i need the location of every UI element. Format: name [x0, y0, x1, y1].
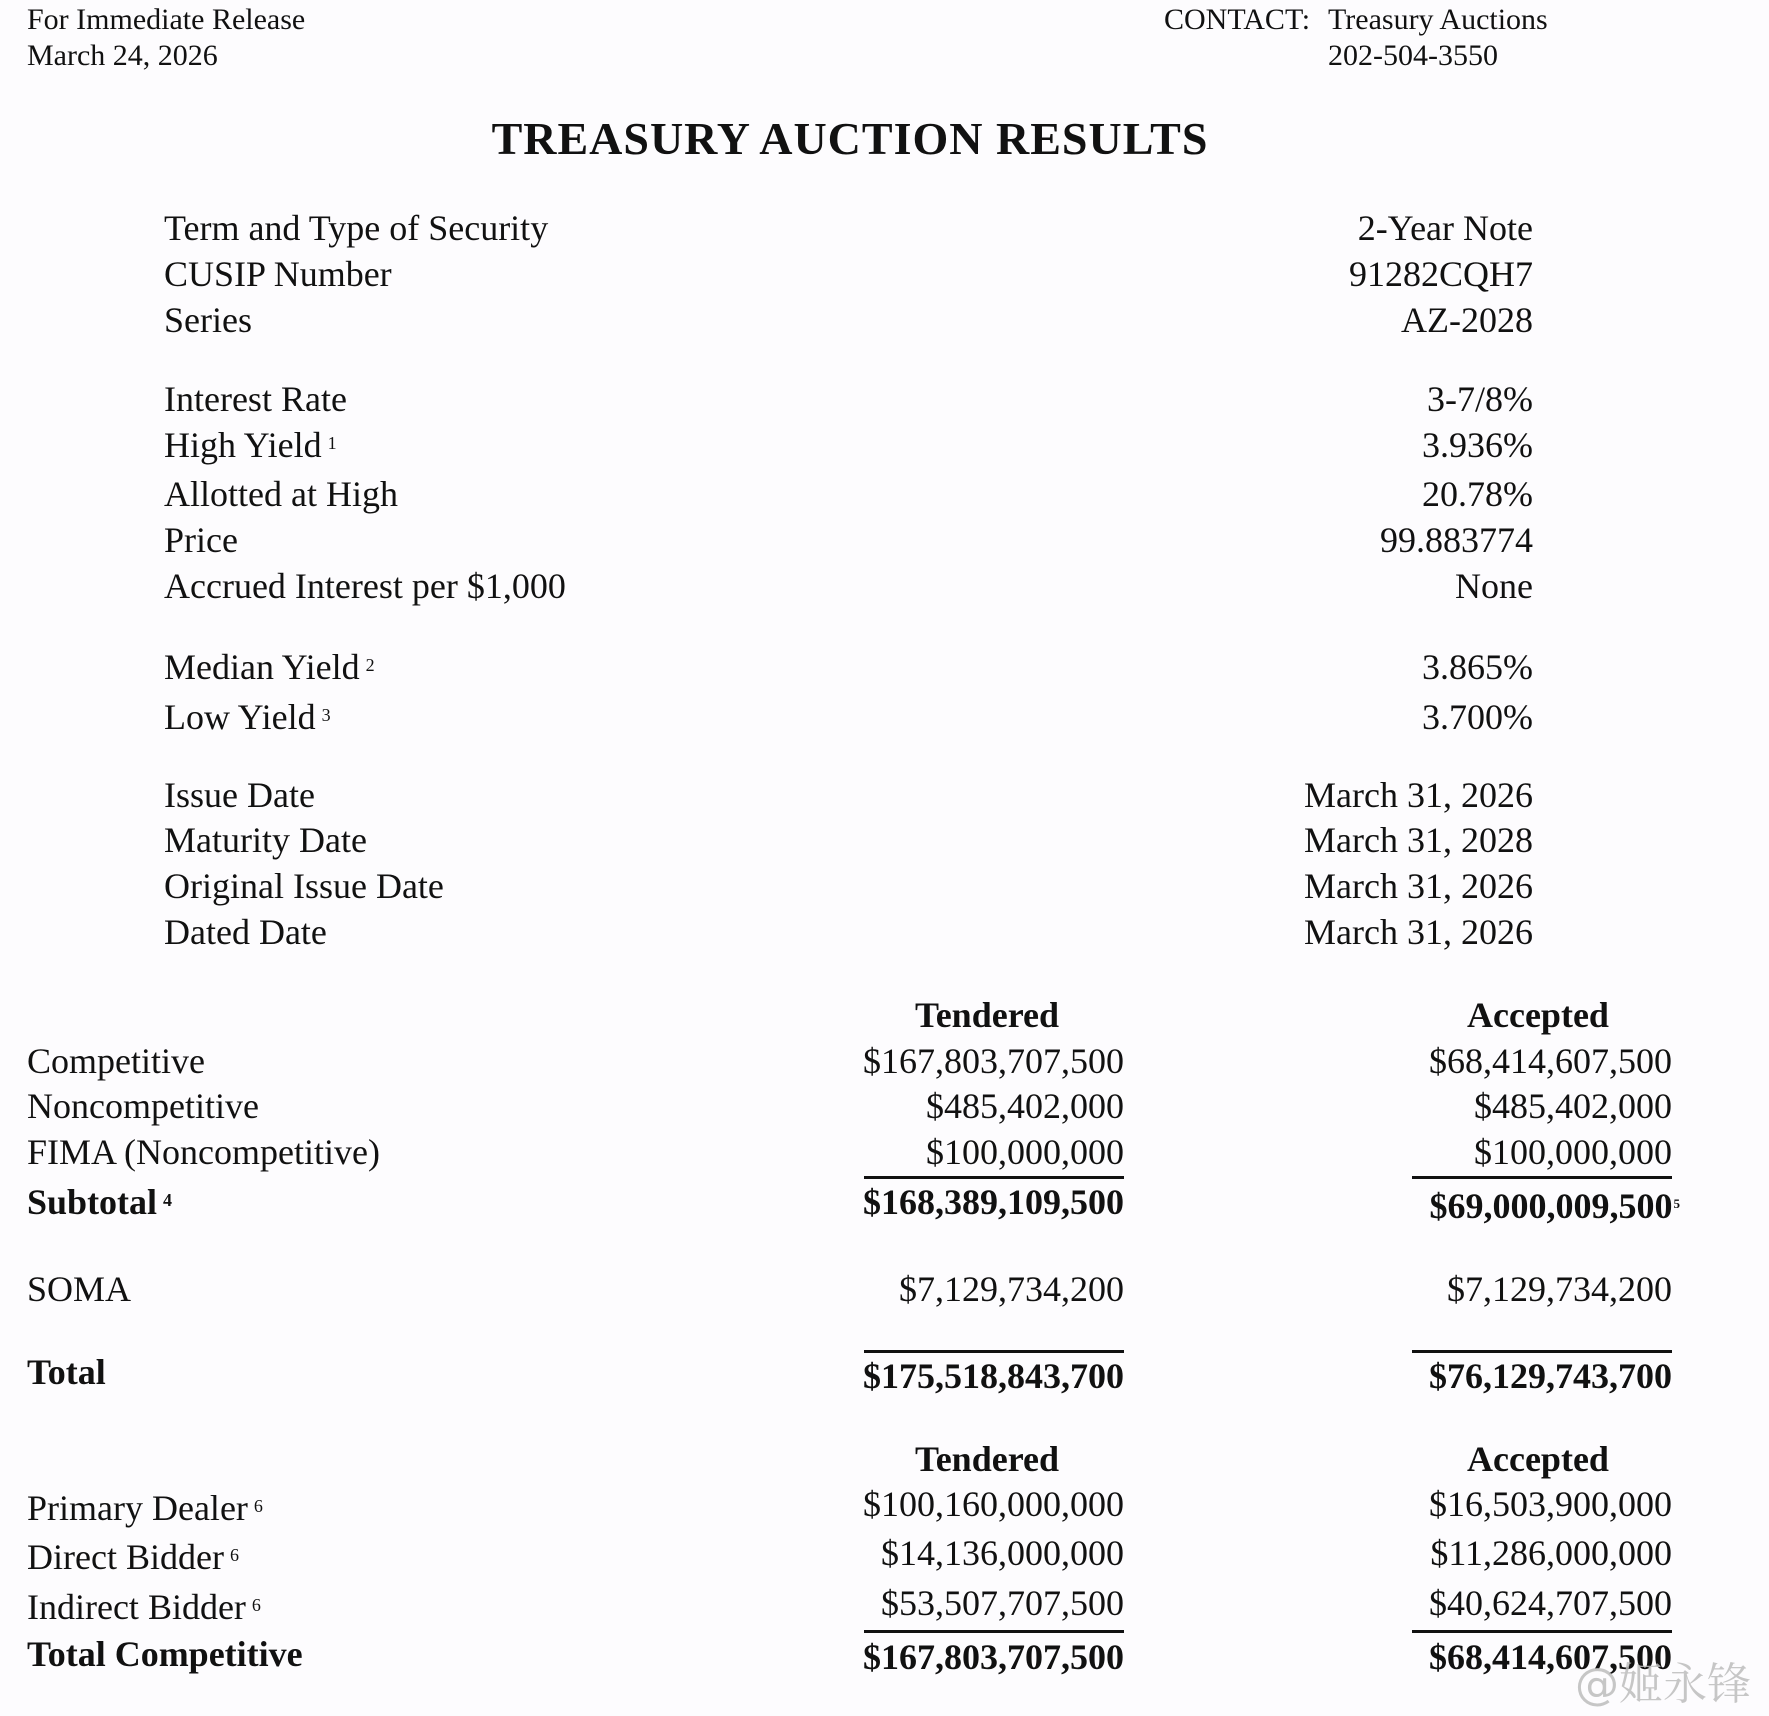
- dated-date-label: Dated Date: [164, 912, 327, 952]
- indirect-bidder-label: [27, 1585, 261, 1629]
- term-label: Term and Type of Security: [164, 208, 549, 248]
- interest-rate-label: Interest Rate: [164, 379, 347, 419]
- table2-accepted-header: Accepted: [1467, 1439, 1609, 1479]
- total-competitive-label: Total Competitive: [27, 1634, 303, 1674]
- footnote-marker: 3: [321, 705, 331, 725]
- low-yield-label: [164, 695, 331, 739]
- footnote-marker: 6: [229, 1545, 239, 1565]
- subtotal-rule-tendered: [864, 1176, 1124, 1179]
- primary-dealer-label: [27, 1486, 263, 1530]
- maturity-date-label: Maturity Date: [164, 820, 367, 860]
- price-label: Price: [164, 520, 238, 560]
- subtotal-tendered: $168,389,109,500: [863, 1182, 1124, 1222]
- low-yield-value: 3.700%: [1422, 697, 1533, 737]
- high-yield-value: 3.936%: [1422, 425, 1533, 465]
- direct-bidder-label-text: Direct Bidder: [27, 1537, 224, 1577]
- indirect-bidder-accepted: $40,624,707,500: [1429, 1583, 1672, 1623]
- issue-date-value: March 31, 2026: [1304, 775, 1533, 815]
- low-yield-label-text: Low Yield: [164, 697, 316, 737]
- noncompetitive-accepted: $485,402,000: [1474, 1086, 1672, 1126]
- contact-phone: 202-504-3550: [1328, 39, 1498, 72]
- subtotal-accepted: [1430, 1184, 1681, 1228]
- table1-accepted-header: Accepted: [1467, 995, 1609, 1035]
- fima-accepted: $100,000,000: [1474, 1132, 1672, 1172]
- soma-tendered: $7,129,734,200: [899, 1269, 1124, 1309]
- cusip-label: CUSIP Number: [164, 254, 392, 294]
- competitive-accepted: $68,414,607,500: [1429, 1041, 1672, 1081]
- footnote-marker: 5: [1673, 1196, 1680, 1211]
- fima-label: FIMA (Noncompetitive): [27, 1132, 380, 1172]
- watermark: @姬永锋: [1575, 1659, 1751, 1710]
- footnote-marker: 2: [365, 655, 375, 675]
- series-label: Series: [164, 300, 252, 340]
- original-issue-date-value: March 31, 2026: [1304, 866, 1533, 906]
- total-rule-tendered: [864, 1350, 1124, 1353]
- total-tendered: $175,518,843,700: [863, 1356, 1124, 1396]
- total-competitive-rule-accepted: [1412, 1630, 1672, 1633]
- primary-dealer-tendered: $100,160,000,000: [863, 1484, 1124, 1524]
- maturity-date-value: March 31, 2028: [1304, 820, 1533, 860]
- footnote-marker: 6: [253, 1496, 263, 1516]
- direct-bidder-label: [27, 1535, 239, 1579]
- indirect-bidder-label-text: Indirect Bidder: [27, 1587, 246, 1627]
- contact-label: CONTACT:: [1164, 3, 1311, 36]
- table2-tendered-header: Tendered: [915, 1439, 1060, 1479]
- high-yield-label: [164, 423, 337, 467]
- accrued-interest-value: None: [1455, 566, 1533, 606]
- allotted-label: Allotted at High: [164, 474, 398, 514]
- term-value: 2-Year Note: [1357, 208, 1533, 248]
- contact-name: Treasury Auctions: [1328, 3, 1548, 36]
- footnote-marker: 1: [327, 433, 337, 453]
- total-competitive-rule-tendered: [864, 1630, 1124, 1633]
- total-label: Total: [27, 1352, 106, 1392]
- primary-dealer-accepted: $16,503,900,000: [1429, 1484, 1672, 1524]
- competitive-tendered: $167,803,707,500: [863, 1041, 1124, 1081]
- allotted-value: 20.78%: [1422, 474, 1533, 514]
- issue-date-label: Issue Date: [164, 775, 315, 815]
- soma-accepted: $7,129,734,200: [1447, 1269, 1672, 1309]
- series-value: AZ-2028: [1401, 300, 1533, 340]
- direct-bidder-tendered: $14,136,000,000: [881, 1533, 1124, 1573]
- original-issue-date-label: Original Issue Date: [164, 866, 444, 906]
- subtotal-label: [27, 1180, 172, 1224]
- noncompetitive-tendered: $485,402,000: [926, 1086, 1124, 1126]
- median-yield-label-text: Median Yield: [164, 647, 360, 687]
- median-yield-value: 3.865%: [1422, 647, 1533, 687]
- interest-rate-value: 3-7/8%: [1427, 379, 1533, 419]
- page-title: TREASURY AUCTION RESULTS: [491, 113, 1209, 164]
- release-label: For Immediate Release: [27, 3, 306, 36]
- total-accepted: $76,129,743,700: [1429, 1356, 1672, 1396]
- cusip-value: 91282CQH7: [1348, 254, 1533, 294]
- soma-label: SOMA: [27, 1269, 132, 1309]
- high-yield-label-text: High Yield: [164, 425, 322, 465]
- indirect-bidder-tendered: $53,507,707,500: [881, 1583, 1124, 1623]
- total-competitive-tendered: $167,803,707,500: [863, 1637, 1124, 1677]
- subtotal-rule-accepted: [1412, 1176, 1672, 1179]
- primary-dealer-label-text: Primary Dealer: [27, 1488, 248, 1528]
- direct-bidder-accepted: $11,286,000,000: [1430, 1533, 1672, 1573]
- fima-tendered: $100,000,000: [926, 1132, 1124, 1172]
- accrued-interest-label: Accrued Interest per $1,000: [164, 566, 566, 606]
- total-rule-accepted: [1412, 1350, 1672, 1353]
- footnote-marker: 4: [163, 1190, 173, 1210]
- total-competitive-accepted: $68,414,607,500: [1429, 1637, 1672, 1677]
- dated-date-value: March 31, 2026: [1304, 912, 1533, 952]
- footnote-marker: 6: [251, 1595, 261, 1615]
- subtotal-accepted-text: $69,000,009,500: [1429, 1186, 1673, 1226]
- price-value: 99.883774: [1380, 520, 1533, 560]
- table1-tendered-header: Tendered: [915, 995, 1060, 1035]
- noncompetitive-label: Noncompetitive: [27, 1086, 259, 1126]
- median-yield-label: [164, 645, 375, 689]
- competitive-label: Competitive: [27, 1041, 205, 1081]
- subtotal-label-text: Subtotal: [27, 1182, 158, 1222]
- release-date: March 24, 2026: [27, 39, 218, 72]
